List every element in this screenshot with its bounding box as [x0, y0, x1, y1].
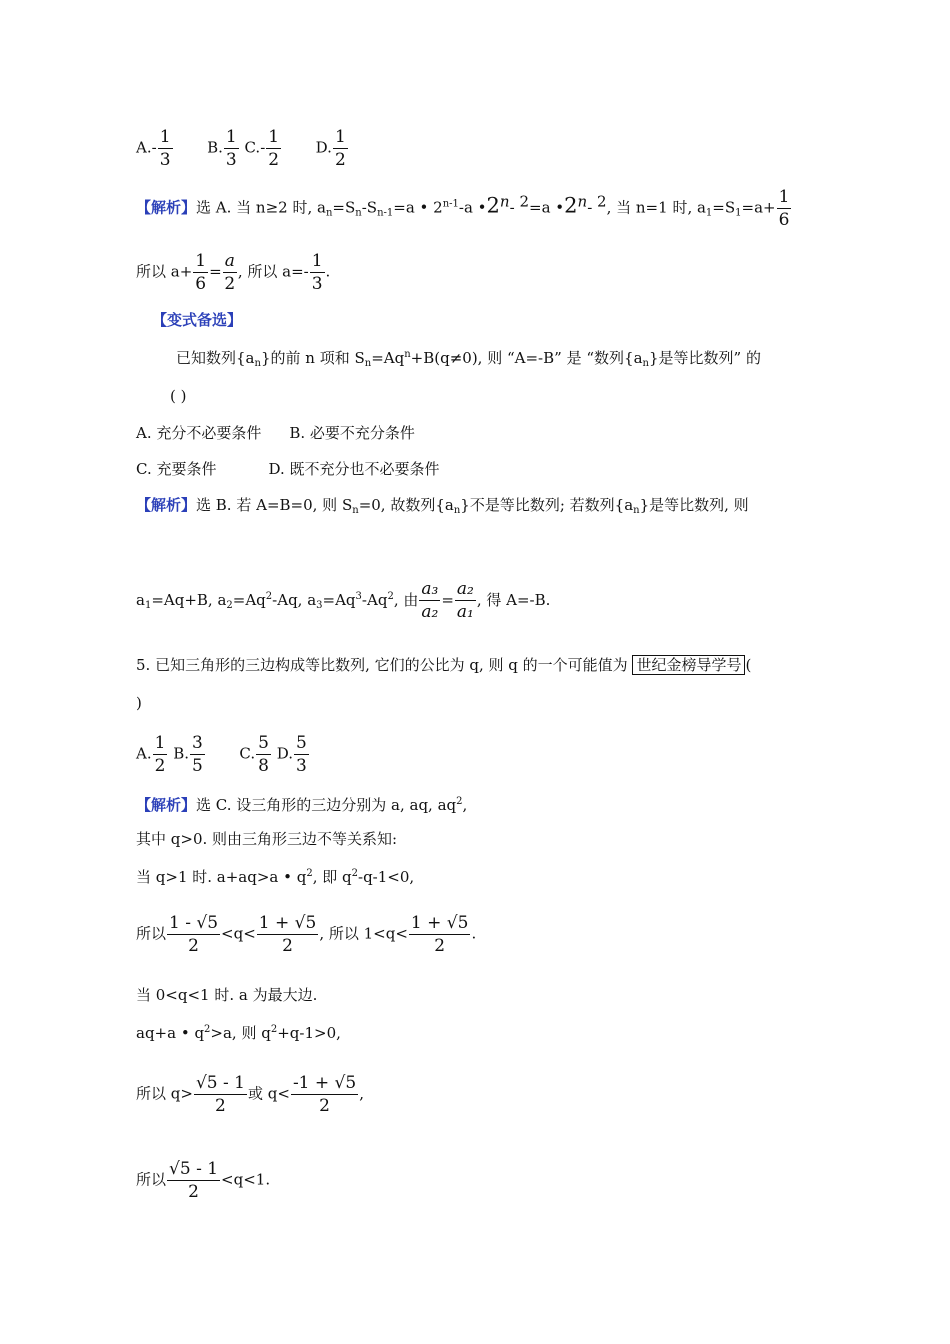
q5-solution-line-7: 所以 q> $\frac{√5 - 1}{2}$ 或 q< $\frac{-1 + √5}{2}$ , [136, 1073, 364, 1116]
option-b-fraction: $\frac{1}{3}$ [225, 127, 237, 170]
q5-solution-line-5: 当 0<q<1 时. a 为最大边. [136, 986, 318, 1004]
variant-options-row-2 [136, 459, 440, 479]
variant-option-c: C. 充要条件 [136, 460, 217, 478]
option-c-label: C. [244, 138, 261, 157]
variant-option-d: D. 既不充分也不必要条件 [268, 460, 440, 478]
option-b-label: B. [207, 138, 223, 157]
source-tag: 世纪金榜导学号 [632, 655, 745, 675]
q5-options: A. $\frac{1}{2}$ B. $\frac{3}{5}$ C. $\frac{5}{8}$ D. $\frac{5}{3}$ [136, 733, 307, 776]
q5-solution-line-3: 当 q>1 时. a+aq>a • $q^2$, 即 $q^2-q-1<0$, [136, 868, 415, 886]
option-d-label: D. [315, 138, 332, 157]
q5-solution-line-1: 【解析】选 C. 设三角形的三边分别为 a, aq, $aq^2$, [136, 796, 468, 814]
q4-solution-line-1: 【解析】选 A. 当 n≥2 时, $a_n=S_n-S_{n-1}=a$ • 2$^{n-1}$-a •2n- 2=a •2n- 2, 当 n=1 时, $a_1=S_1=a+$ $\frac{1}{6}$ [136, 187, 790, 230]
variant-stem: 已知数列$\{a_n\}$的前 n 项和 $S_n=Aq^n+B(q\ne 0)$, 则 “A=-B” 是 “数列$\{a_n\}$是等比数列” 的 [176, 349, 761, 369]
variant-title: 【变式备选】 [152, 311, 243, 329]
option-c-fraction: $\frac{1}{2}$ [268, 127, 280, 170]
variant-option-b: B. 必要不充分条件 [289, 424, 415, 442]
solution-label: 【解析】 [136, 496, 197, 514]
variant-answer-paren: ( ) [170, 387, 187, 405]
q5-stem: 5. 已知三角形的三边构成等比数列, 它们的公比为 q, 则 q 的一个可能值为 世纪金榜导学号 ( [136, 656, 752, 674]
variant-options-row-1 [136, 423, 415, 443]
solution-label: 【解析】 [136, 796, 197, 814]
variant-solution-line-2: $a_1=Aq+B$, $a_2=Aq^2-Aq$, $a_3=Aq^3-Aq^2$, 由 $\frac{\text{a₃}}{\text{a₂}}$ = $\frac{\text{a₂}}{\text{a₁}}$ , 得 A=-B. [136, 579, 551, 622]
q5-paren-close: ) [136, 694, 142, 712]
q5-solution-line-2: 其中 q>0. 则由三角形三边不等关系知: [136, 830, 398, 848]
q5-solution-line-8: 所以 $\frac{√5 - 1}{2}$ <q<1. [136, 1159, 271, 1202]
q4-solution-line-2: 所以 a+ $\frac{1}{6}$ = $\frac{a}{2}$ , 所以 a=- $\frac{1}{3}$ . [136, 251, 331, 294]
variant-solution-line-1: 【解析】选 B. 若 A=B=0, 则 $S_n=0$, 故数列$\{a_n\}$不是等比数列; 若数列$\{a_n\}$是等比数列, 则 [136, 496, 749, 516]
one-sixth-fraction: $\frac{1}{6}$ [778, 187, 790, 230]
option-a-label: A. [136, 138, 152, 157]
solution-label: 【解析】 [136, 198, 197, 217]
q5-solution-line-6: aq+a • $q^2>a$, 则 $q^2+q-1>0$, [136, 1024, 341, 1042]
q4-options: A.- $\frac{1}{3}$ B. $\frac{1}{3}$ C.- $\frac{1}{2}$ D. $\frac{1}{2}$ [136, 127, 346, 170]
option-a-fraction: $\frac{1}{3}$ [159, 127, 171, 170]
variant-option-a: A. 充分不必要条件 [136, 424, 262, 442]
q5-solution-line-4: 所以 $\frac{1 - √5}{2}$ <q< $\frac{1 + √5}{2}$ , 所以 1<q< $\frac{1 + √5}{2}$ . [136, 913, 477, 956]
option-d-fraction: $\frac{1}{2}$ [334, 127, 346, 170]
